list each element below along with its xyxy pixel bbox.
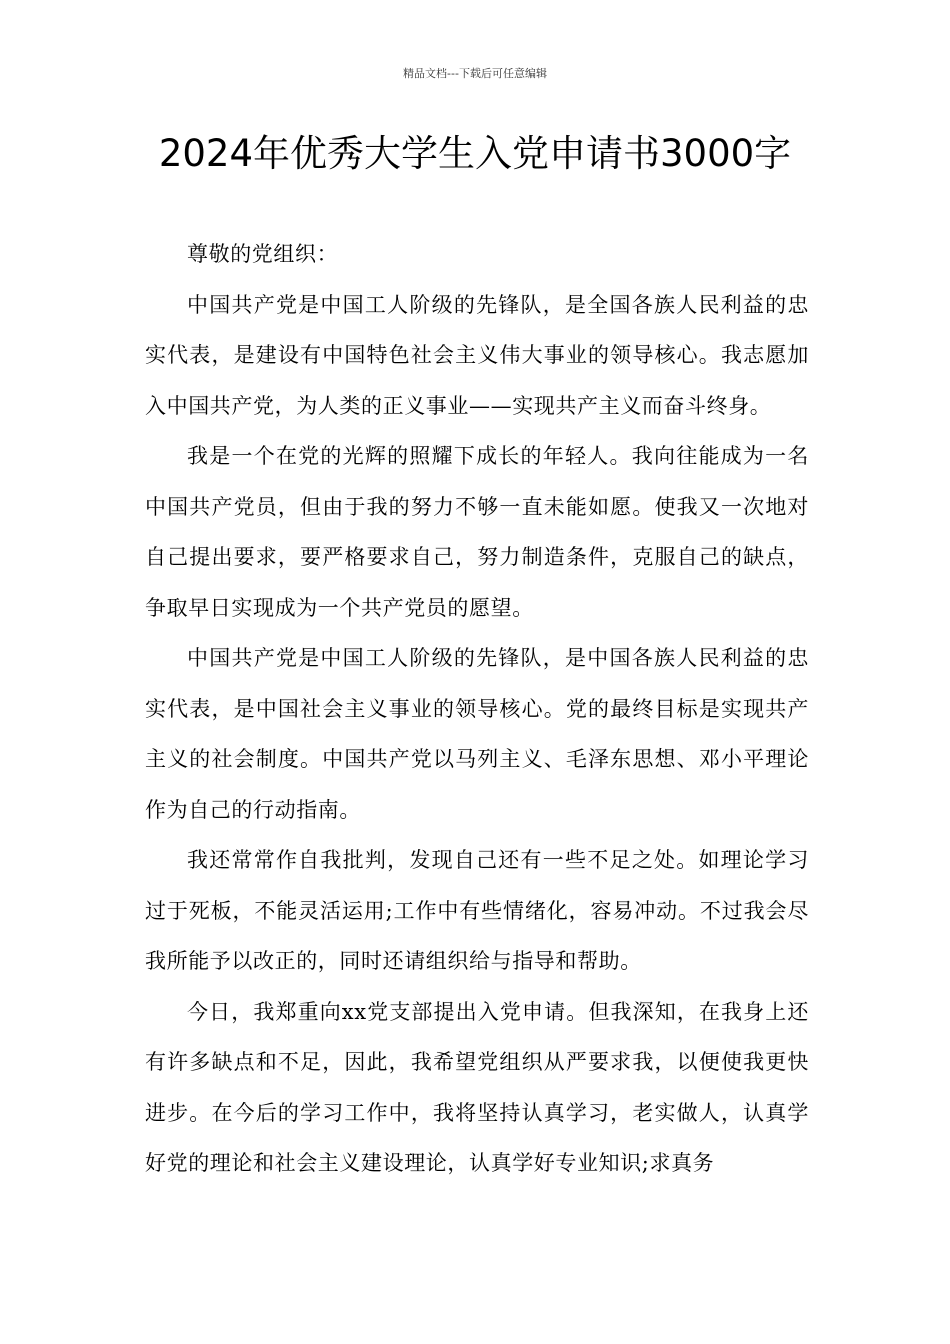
salutation: 尊敬的党组织： [187,242,339,266]
paragraph: 我还常常作自我批判，发现自己还有一些不足之处。如理论学习过于死板，不能灵活运用;工作中有些情绪化，容易冲动。不过我会尽我所能予以改正的，同时还请组织给与指导和帮助。 [145,848,809,973]
paragraph: 中国共产党是中国工人阶级的先锋队，是中国各族人民利益的忠实代表，是中国社会主义事业的领导核心。党的最终目标是实现共产主义的社会制度。中国共产党以马列主义、毛泽东思想、邓小平理论作为自己的行动指南。 [145,646,809,822]
document-body [145,229,809,1189]
paragraph: 中国共产党是中国工人阶级的先锋队，是全国各族人民利益的忠实代表，是建设有中国特色社会主义伟大事业的领导核心。我志愿加入中国共产党，为人类的正义事业——实现共产主义而奋斗终身。 [145,292,809,418]
paragraph: 我是一个在党的光辉的照耀下成长的年轻人。我向往能成为一名中国共产党员，但由于我的努力不够一直未能如愿。使我又一次地对自己提出要求，要严格要求自己，努力制造条件，克服自己的缺点，争取早日实现成为一个共产党员的愿望。 [145,444,809,620]
document-title: 2024年优秀大学生入党申请书3000字 [158,132,792,175]
header-note: 精品文档---下载后可任意编辑 [403,67,547,80]
paragraph: 今日，我郑重向xx党支部提出入党申请。但我深知，在我身上还有许多缺点和不足，因此，我希望党组织从严要求我，以便使我更快进步。在今后的学习工作中，我将坚持认真学习，老实做人，认真学好党的理论和社会主义建设理论，认真学好专业知识;求真务 [145,999,809,1175]
